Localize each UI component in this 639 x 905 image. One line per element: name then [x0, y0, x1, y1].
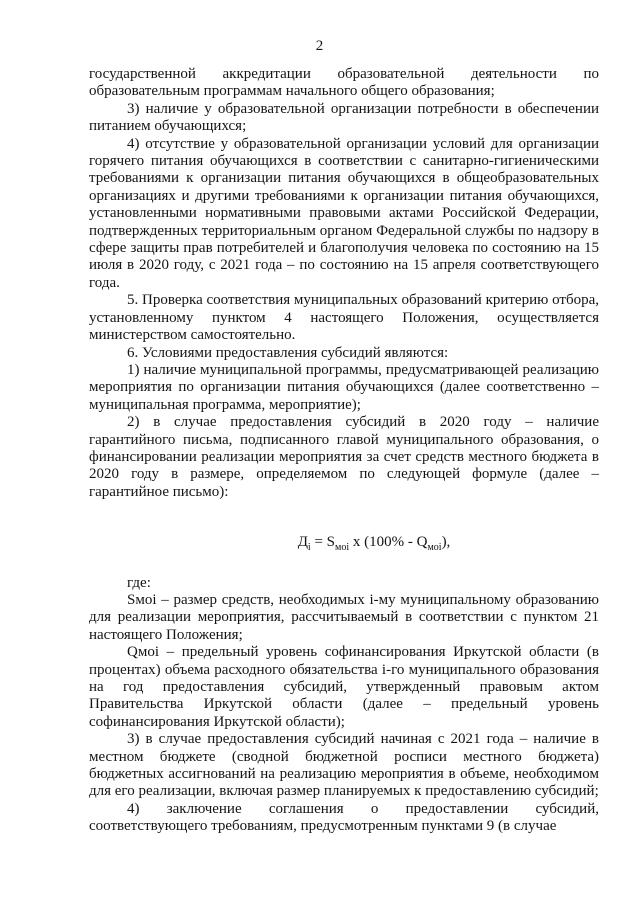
- document-body: [89, 66, 599, 836]
- formula-d: Д: [297, 534, 308, 551]
- paragraph: 6. Условиями предоставления субсидий являются:: [127, 344, 449, 361]
- paragraph: 3) наличие у образовательной организации потребности в обеспечении питанием обучающихся;: [89, 100, 599, 135]
- paragraph: 3) в случае предоставления субсидий начиная с 2021 года – наличие в местном бюджете (сводной бюджетной росписи местного бюджета) бюджетных ассигнований на реализацию мероприятия в объеме, необходимом для его реализации, включая размер планируемых к предоставлению субсидий;: [89, 731, 599, 800]
- formula-middle: x (100% - Q: [349, 534, 428, 551]
- paragraph: государственной аккредитации образовательной деятельности по образовательным программам начального общего образования;: [89, 66, 599, 100]
- page-number: 2: [315, 38, 324, 54]
- formula-equals-s: = S: [310, 534, 336, 551]
- paragraph: 4) отсутствие у образовательной организации условий для организации горячего питания обучающихся в соответствии с санитарно-гигиеническими требованиями к организации питания обучающихся в общеобразовательных организациях и другими требованиями к организации питания обучающихся, установленными нормативными правовыми актами Российской Федерации, подтвержденных территориальным органом Федеральной службы по надзору в сфере защиты прав потребителей и благополучия человека по состоянию на 15 июля в 2020 году, с 2021 года – по состоянию на 15 апреля соответствующего года.: [89, 135, 599, 291]
- formula-end: ),: [441, 534, 451, 551]
- formula-d-subscript: i: [307, 542, 311, 554]
- formula-s-subscript: моi: [335, 542, 350, 554]
- paragraph: 2) в случае предоставления субсидий в 2020 году – наличие гарантийного письма, подписанного главой муниципального образования, о финансировании реализации мероприятия за счет средств местного бюджета в 2020 году в размере, определяемом по следующей формуле (далее – гарантийное письмо):: [89, 414, 599, 500]
- paragraph: Sмоi – размер средств, необходимых i-му муниципальному образованию для реализации мероприятия, рассчитываемый в соответствии с пунктом 21 настоящего Положения;: [89, 591, 599, 643]
- paragraph: Qмоi – предельный уровень софинансирования Иркутской области (в процентах) объема расходного обязательства i-го муниципального образования на год предоставления субсидий, утвержденный правовым актом Правительства Иркутской области (далее – предельный уровень софинансирования Иркутской области);: [89, 644, 599, 730]
- paragraph: 4) заключение соглашения о предоставлении субсидий, соответствующего требованиям, предусмотренным пунктами 9 (в случае: [89, 800, 599, 835]
- paragraph: где:: [127, 574, 151, 591]
- paragraph: 5. Проверка соответствия муниципальных образований критерию отбора, установленному пунктом 4 настоящего Положения, осуществляется министерством самостоятельно.: [89, 292, 599, 344]
- formula-q-subscript: моi: [427, 542, 442, 554]
- formula: [89, 534, 599, 554]
- paragraph: 1) наличие муниципальной программы, предусматривающей реализацию мероприятия по организации питания обучающихся (далее соответственно – муниципальная программа, мероприятие);: [89, 361, 599, 413]
